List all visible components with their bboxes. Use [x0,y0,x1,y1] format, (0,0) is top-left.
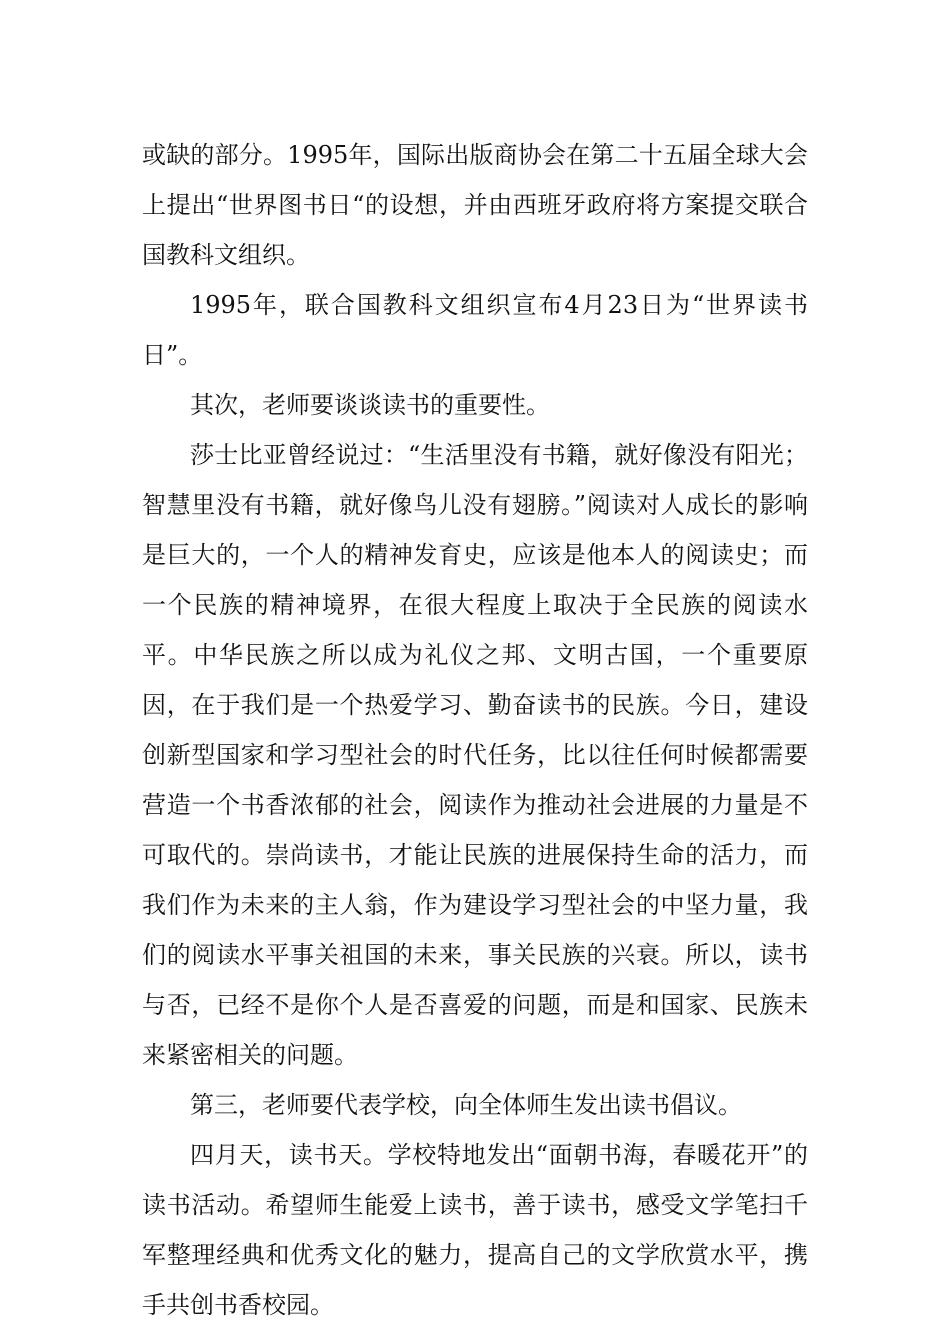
paragraph-shakespeare-quote: 莎士比亚曾经说过：“生活里没有书籍，就好像没有阳光；智慧里没有书籍，就好像鸟儿没有翅膀。”阅读对人成长的影响是巨大的，一个人的精神发育史，应该是他本人的阅读史；而一个民族的精神境界，在很大程度上取决于全民族的阅读水平。中华民族之所以成为礼仪之邦、文明古国，一个重要原因，在于我们是一个热爱学习、勤奋读书的民族。今日，建设创新型国家和学习型社会的时代任务，比以往任何时候都需要营造一个书香浓郁的社会，阅读作为推动社会进展的力量是不可取代的。崇尚读书，才能让民族的进展保持生命的活力，而我们作为未来的主人翁，作为建设学习型社会的中坚力量，我们的阅读水平事关祖国的未来，事关民族的兴衰。所以，读书与否，已经不是你个人是否喜爱的问题，而是和国家、民族未来紧密相关的问题。 [142,441,808,1069]
paragraph-importance-heading: 其次，老师要谈谈读书的重要性。 [190,391,550,419]
paragraph-reading-activity: 四月天，读书天。学校特地发出“面朝书海，春暖花开”的读书活动。希望师生能爱上读书，善于读书，感受文学笔扫千军整理经典和优秀文化的魅力，提高自己的文学欣赏水平，携手共创书香校园。 [142,1141,808,1319]
paragraph-continuation: 或缺的部分。1995年，国际出版商协会在第二十五届全球大会上提出“世界图书日“的设想，并由西班牙政府将方案提交联合国教科文组织。 [142,141,808,269]
paragraph-initiative-heading: 第三，老师要代表学校，向全体师生发出读书倡议。 [190,1091,742,1119]
document-body [142,130,808,1330]
paragraph-reading-day-date: 1995年，联合国教科文组织宣布4月23日为“世界读书日”。 [142,291,808,369]
